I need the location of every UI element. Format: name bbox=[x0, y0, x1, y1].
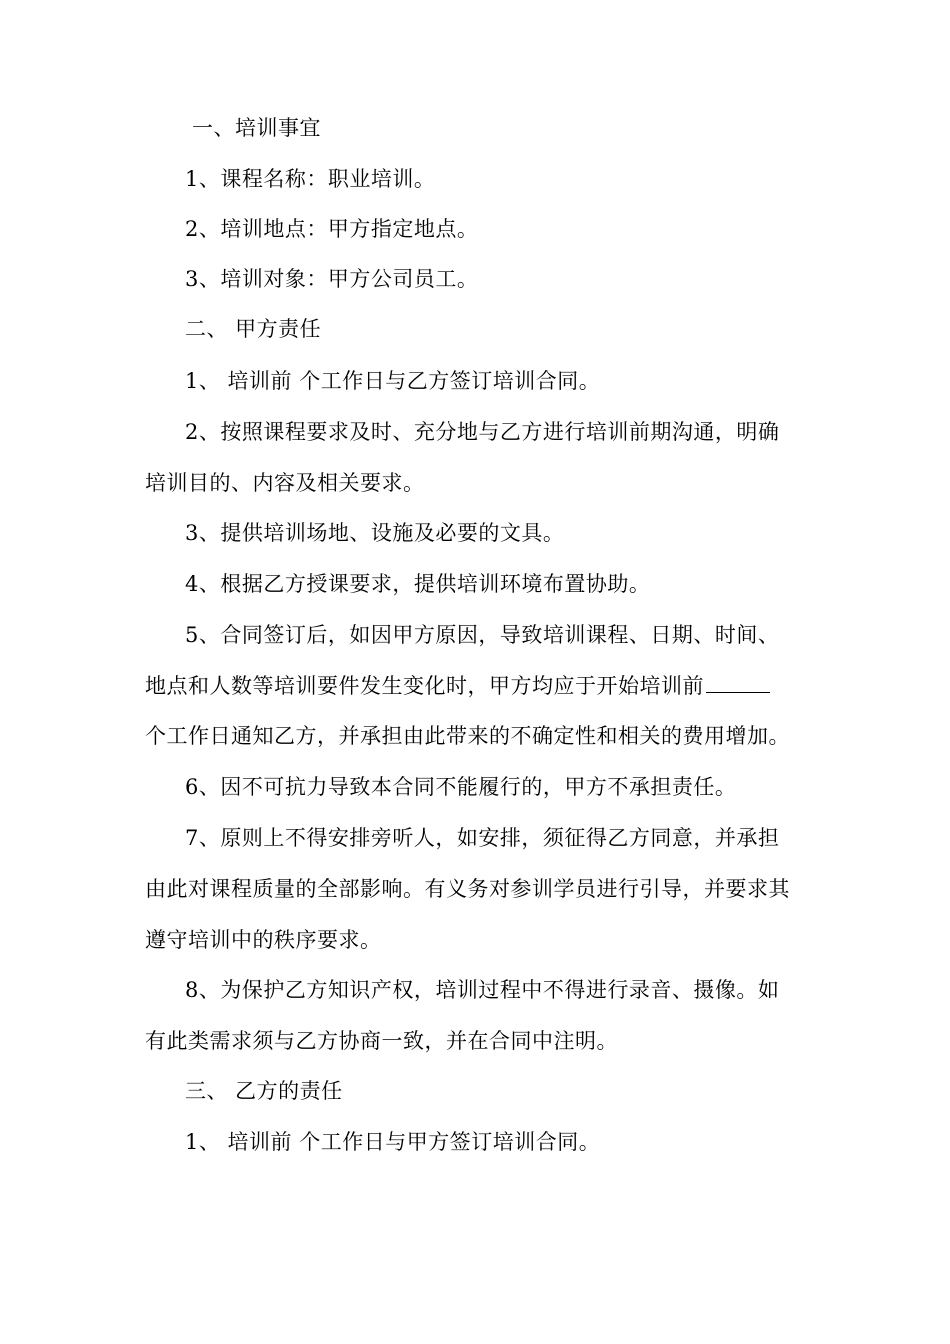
party-a-item-2-line-1: 2、按照课程要求及时、充分地与乙方进行培训前期沟通，明确 bbox=[185, 420, 780, 444]
party-a-item-6: 6、因不可抗力导致本合同不能履行的，甲方不承担责任。 bbox=[185, 775, 737, 799]
party-a-item-5-line-2 bbox=[145, 672, 770, 700]
party-a-item-8-line-2: 有此类需求须与乙方协商一致，并在合同中注明。 bbox=[145, 1029, 618, 1053]
party-a-item-4: 4、根据乙方授课要求，提供培训环境布置协助。 bbox=[185, 572, 651, 596]
party-a-item-5-line-1: 5、合同签订后，如因甲方原因，导致培训课程、日期、时间、 bbox=[185, 623, 780, 647]
party-a-item-1: 1、 培训前 个工作日与乙方签订培训合同。 bbox=[185, 369, 601, 393]
list-item-course-name: 1、课程名称：职业培训。 bbox=[185, 167, 436, 191]
party-a-item-8-line-1: 8、为保护乙方知识产权，培训过程中不得进行录音、摄像。如 bbox=[185, 978, 780, 1002]
party-b-item-1: 1、 培训前 个工作日与甲方签订培训合同。 bbox=[185, 1130, 601, 1154]
party-a-item-5-line-3: 个工作日通知乙方，并承担由此带来的不确定性和相关的费用增加。 bbox=[145, 724, 790, 748]
party-a-item-2-line-2: 培训目的、内容及相关要求。 bbox=[145, 471, 425, 495]
party-a-item-7-line-2: 由此对课程质量的全部影响。有义务对参训学员进行引导，并要求其 bbox=[145, 877, 790, 901]
list-item-training-location: 2、培训地点：甲方指定地点。 bbox=[185, 217, 479, 241]
list-item-training-target: 3、培训对象：甲方公司员工。 bbox=[185, 267, 479, 291]
party-a-item-3: 3、提供培训场地、设施及必要的文具。 bbox=[185, 521, 565, 545]
party-a-item-5-line-2-text: 地点和人数等培训要件发生变化时，甲方均应于开始培训前 bbox=[145, 674, 704, 698]
section-heading-party-b-duties: 三、 乙方的责任 bbox=[185, 1079, 343, 1103]
party-a-item-7-line-1: 7、原则上不得安排旁听人，如安排，须征得乙方同意，并承担 bbox=[185, 826, 780, 850]
blank-underline bbox=[706, 672, 770, 693]
section-heading-training-matters: 一、培训事宜 bbox=[192, 116, 321, 140]
party-a-item-7-line-3: 遵守培训中的秩序要求。 bbox=[145, 928, 382, 952]
section-heading-party-a-duties: 二、 甲方责任 bbox=[185, 317, 322, 341]
